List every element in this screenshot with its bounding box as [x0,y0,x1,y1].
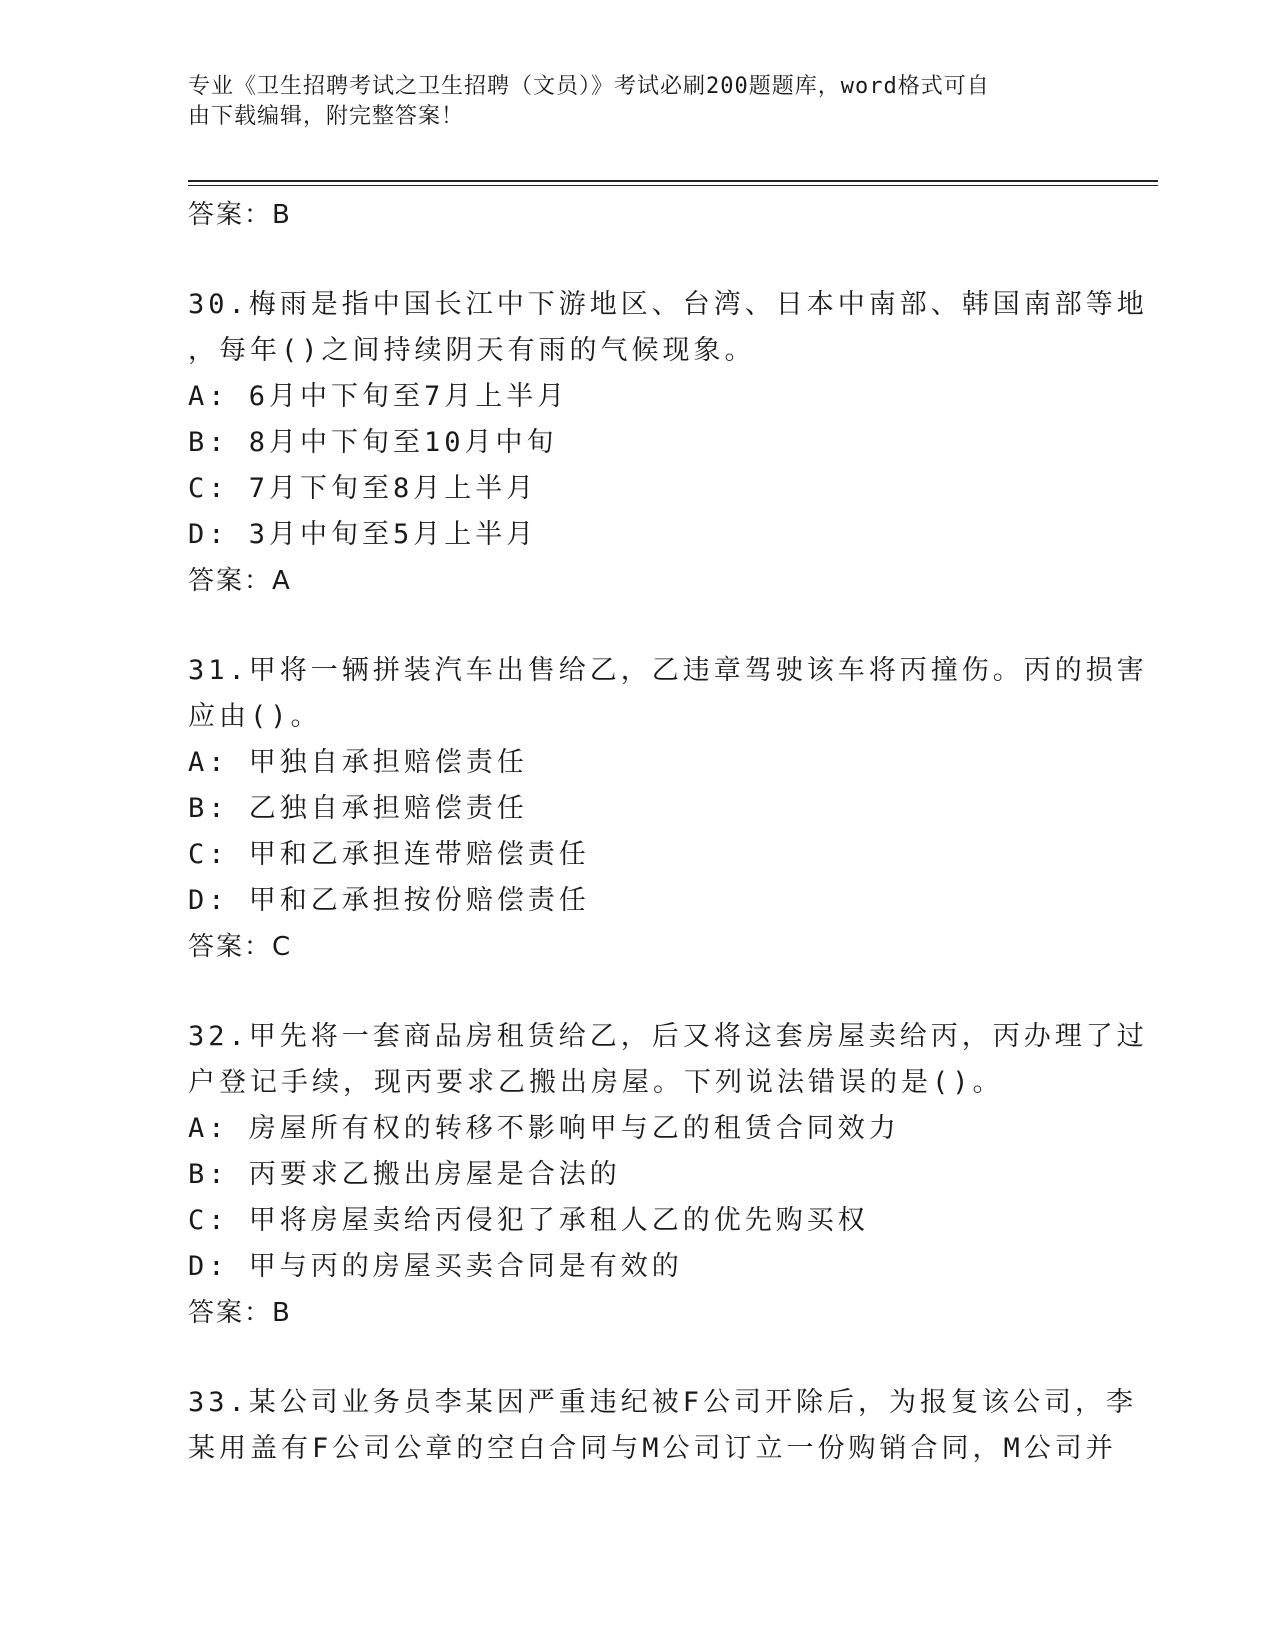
question-stem-line: 户登记手续，现丙要求乙搬出房屋。下列说法错误的是()。 [188,1067,1004,1098]
document-body [188,192,1148,1472]
question-stem-line: 33.某公司业务员李某因严重违纪被F公司开除后，为报复该公司，李 [188,1387,1138,1418]
question-33 [188,1380,1138,1472]
header-line-2: 由下载编辑，附完整答案！ [188,104,465,129]
header-line-1: 专业《卫生招聘考试之卫生招聘（文员）》考试必刷200题题库，word格式可自 [188,74,990,99]
option-d: D: 甲与丙的房屋买卖合同是有效的 [188,1251,683,1282]
option-a: A: 房屋所有权的转移不影响甲与乙的租赁合同效力 [188,1113,900,1144]
option-d: D: 3月中旬至5月上半月 [188,519,538,550]
header-divider-thick [188,180,1158,182]
option-d: D: 甲和乙承担按份赔偿责任 [188,885,590,916]
question-stem-line: 31.甲将一辆拼装汽车出售给乙，乙违章驾驶该车将丙撞伤。丙的损害 [188,655,1148,686]
option-c: C: 7月下旬至8月上半月 [188,473,538,504]
answer-line: 答案：B [188,1298,292,1328]
question-stem-line: 应由()。 [188,701,322,732]
question-32 [188,1014,1148,1336]
option-b: B: 8月中下旬至10月中旬 [188,427,558,458]
question-31 [188,648,1148,970]
answer-line: 答案：C [188,932,293,962]
header-divider-thin [188,185,1158,186]
option-c: C: 甲将房屋卖给丙侵犯了承租人乙的优先购买权 [188,1205,869,1236]
option-c: C: 甲和乙承担连带赔偿责任 [188,839,590,870]
answer-line: 答案：A [188,566,292,596]
question-stem-line: 某用盖有F公司公章的空白合同与M公司订立一份购销合同，M公司并 [188,1433,1117,1464]
answer-line: 答案：B [188,200,292,230]
question-stem-line: 30.梅雨是指中国长江中下游地区、台湾、日本中南部、韩国南部等地 [188,289,1148,320]
option-b: B: 丙要求乙搬出房屋是合法的 [188,1159,621,1190]
page-header [188,72,1088,132]
question-stem-line: ，每年()之间持续阴天有雨的气候现象。 [188,335,756,366]
option-b: B: 乙独自承担赔偿责任 [188,793,528,824]
question-stem-line: 32.甲先将一套商品房租赁给乙，后又将这套房屋卖给丙，丙办理了过 [188,1021,1148,1052]
option-a: A: 6月中下旬至7月上半月 [188,381,569,412]
question-30 [188,282,1148,604]
option-a: A: 甲独自承担赔偿责任 [188,747,528,778]
